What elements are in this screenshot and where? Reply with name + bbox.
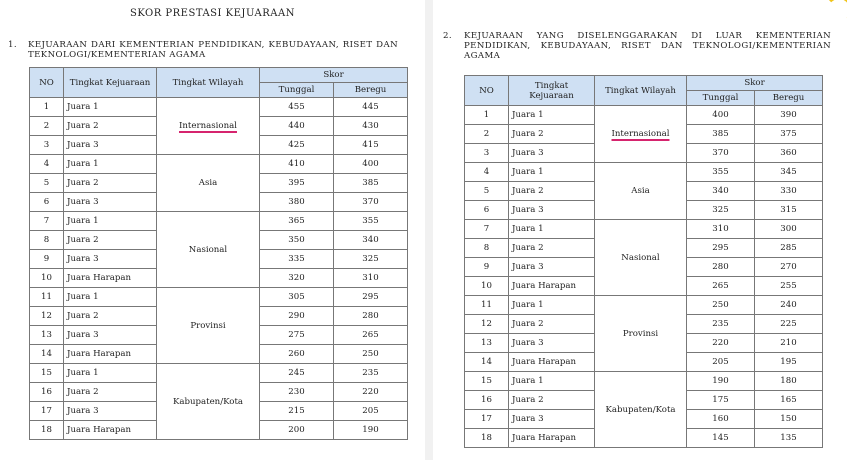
header-tingkat-kejuaraan: Tingkat Kejuaraan [64, 68, 157, 98]
row-tunggal: 310 [687, 220, 755, 239]
row-beregu: 190 [334, 421, 408, 440]
row-beregu: 400 [334, 155, 408, 174]
row-beregu: 210 [755, 334, 823, 353]
row-tunggal: 230 [260, 383, 334, 402]
table-row [30, 155, 408, 174]
row-beregu: 310 [334, 269, 408, 288]
section-title: KEJUARAAN YANG DISELENGGARAKAN DI LUAR KEMENTERIAN PENDIDIKAN, KEBUDAYAAN, RISET DAN TEKNOLOGI/KEMENTERIAN AGAMA [464, 31, 831, 61]
row-number: 18 [30, 421, 64, 440]
row-tunggal: 250 [687, 296, 755, 315]
row-number: 16 [30, 383, 64, 402]
region-cell [157, 155, 260, 212]
row-tunggal: 205 [687, 353, 755, 372]
row-beregu: 235 [334, 364, 408, 383]
row-tunggal: 455 [260, 98, 334, 117]
row-number: 3 [465, 144, 509, 163]
row-juara: Juara 2 [509, 315, 595, 334]
row-juara: Juara Harapan [509, 353, 595, 372]
row-number: 18 [465, 429, 509, 448]
table-row [30, 212, 408, 231]
row-number: 9 [30, 250, 64, 269]
row-number: 7 [465, 220, 509, 239]
row-juara: Juara 1 [64, 288, 157, 307]
row-tunggal: 235 [687, 315, 755, 334]
header-tunggal: Tunggal [687, 91, 755, 106]
page-gutter [425, 0, 433, 460]
row-tunggal: 245 [260, 364, 334, 383]
row-tunggal: 385 [687, 125, 755, 144]
row-juara: Juara 3 [64, 402, 157, 421]
region-label: Kabupaten/Kota [172, 396, 244, 407]
row-tunggal: 425 [260, 136, 334, 155]
row-tunggal: 280 [687, 258, 755, 277]
table-row [30, 98, 408, 117]
row-tunggal: 145 [687, 429, 755, 448]
row-number: 13 [465, 334, 509, 353]
row-number: 7 [30, 212, 64, 231]
header-tingkat-wilayah: Tingkat Wilayah [157, 68, 260, 98]
header-beregu: Beregu [334, 83, 408, 98]
page-title: SKOR PRESTASI KEJUARAAN [129, 8, 296, 19]
row-juara: Juara 1 [509, 372, 595, 391]
row-tunggal: 440 [260, 117, 334, 136]
row-juara: Juara 2 [64, 174, 157, 193]
table-row [465, 163, 823, 182]
region-cell [157, 98, 260, 155]
row-tunggal: 260 [260, 345, 334, 364]
row-juara: Juara 1 [64, 98, 157, 117]
row-number: 15 [465, 372, 509, 391]
region-cell [595, 372, 687, 448]
row-number: 3 [30, 136, 64, 155]
table-row [465, 296, 823, 315]
row-beregu: 150 [755, 410, 823, 429]
row-beregu: 265 [334, 326, 408, 345]
row-tunggal: 265 [687, 277, 755, 296]
row-beregu: 195 [755, 353, 823, 372]
score-table-right [464, 75, 823, 448]
row-number: 12 [30, 307, 64, 326]
row-beregu: 135 [755, 429, 823, 448]
row-beregu: 250 [334, 345, 408, 364]
row-juara: Juara 1 [64, 155, 157, 174]
table-row [465, 106, 823, 125]
row-number: 4 [30, 155, 64, 174]
header-skor: Skor [260, 68, 408, 83]
row-number: 14 [30, 345, 64, 364]
row-tunggal: 190 [687, 372, 755, 391]
table-row [465, 220, 823, 239]
row-tunggal: 200 [260, 421, 334, 440]
section-title: KEJUARAAN DARI KEMENTERIAN PENDIDIKAN, KEBUDAYAAN, RISET DAN TEKNOLOGI/KEMENTERIAN AGAMA [28, 40, 398, 60]
row-beregu: 385 [334, 174, 408, 193]
row-number: 4 [465, 163, 509, 182]
section-number: 1. [8, 40, 17, 50]
row-tunggal: 295 [687, 239, 755, 258]
region-label: Internasional [611, 129, 670, 139]
row-number: 12 [465, 315, 509, 334]
region-cell [157, 288, 260, 364]
row-tunggal: 335 [260, 250, 334, 269]
row-beregu: 370 [334, 193, 408, 212]
row-number: 8 [30, 231, 64, 250]
row-tunggal: 160 [687, 410, 755, 429]
row-number: 11 [465, 296, 509, 315]
header-no: NO [30, 68, 64, 98]
row-beregu: 315 [755, 201, 823, 220]
region-cell [595, 296, 687, 372]
section-1-heading [8, 40, 398, 60]
row-juara: Juara 3 [509, 258, 595, 277]
row-juara: Juara 2 [64, 307, 157, 326]
row-tunggal: 400 [687, 106, 755, 125]
row-tunggal: 370 [687, 144, 755, 163]
row-number: 9 [465, 258, 509, 277]
row-beregu: 355 [334, 212, 408, 231]
region-cell [595, 106, 687, 163]
row-beregu: 340 [334, 231, 408, 250]
row-beregu: 345 [755, 163, 823, 182]
row-juara: Juara Harapan [509, 429, 595, 448]
row-juara: Juara Harapan [64, 421, 157, 440]
region-label: Internasional [179, 121, 237, 131]
row-beregu: 180 [755, 372, 823, 391]
row-beregu: 205 [334, 402, 408, 421]
row-number: 17 [465, 410, 509, 429]
region-label: Nasional [621, 252, 660, 263]
region-label: Provinsi [190, 320, 226, 331]
row-juara: Juara 3 [64, 136, 157, 155]
row-juara: Juara Harapan [64, 269, 157, 288]
region-label: Asia [631, 186, 650, 196]
region-cell [595, 163, 687, 220]
row-juara: Juara Harapan [509, 277, 595, 296]
row-number: 15 [30, 364, 64, 383]
row-juara: Juara 2 [509, 182, 595, 201]
row-tunggal: 320 [260, 269, 334, 288]
row-number: 1 [30, 98, 64, 117]
row-juara: Juara 2 [509, 239, 595, 258]
header-tingkat-kejuaraan: Tingkat Kejuaraan [509, 76, 595, 106]
row-number: 11 [30, 288, 64, 307]
row-beregu: 165 [755, 391, 823, 410]
row-juara: Juara Harapan [64, 345, 157, 364]
row-number: 2 [465, 125, 509, 144]
row-beregu: 255 [755, 277, 823, 296]
row-beregu: 280 [334, 307, 408, 326]
row-juara: Juara 1 [509, 296, 595, 315]
row-beregu: 300 [755, 220, 823, 239]
score-table-left [29, 67, 408, 440]
row-juara: Juara 2 [64, 383, 157, 402]
region-label: Kabupaten/Kota [605, 404, 676, 415]
row-beregu: 225 [755, 315, 823, 334]
table-row [30, 364, 408, 383]
row-number: 16 [465, 391, 509, 410]
section-number: 2. [443, 31, 452, 41]
row-juara: Juara 2 [509, 391, 595, 410]
corner-accent-icon [825, 0, 847, 24]
row-number: 8 [465, 239, 509, 258]
row-juara: Juara 3 [64, 250, 157, 269]
row-juara: Juara 3 [64, 193, 157, 212]
row-juara: Juara 2 [64, 231, 157, 250]
row-number: 5 [465, 182, 509, 201]
row-tunggal: 410 [260, 155, 334, 174]
region-cell [157, 364, 260, 440]
region-label: Nasional [188, 244, 228, 255]
header-tunggal: Tunggal [260, 83, 334, 98]
row-number: 6 [465, 201, 509, 220]
row-juara: Juara 3 [509, 144, 595, 163]
row-number: 2 [30, 117, 64, 136]
row-tunggal: 325 [687, 201, 755, 220]
row-tunggal: 380 [260, 193, 334, 212]
table-row [465, 372, 823, 391]
region-label: Provinsi [622, 328, 659, 339]
row-juara: Juara 1 [509, 106, 595, 125]
row-juara: Juara 3 [509, 410, 595, 429]
region-cell [595, 220, 687, 296]
row-beregu: 325 [334, 250, 408, 269]
row-number: 17 [30, 402, 64, 421]
row-beregu: 330 [755, 182, 823, 201]
row-tunggal: 220 [687, 334, 755, 353]
row-tunggal: 275 [260, 326, 334, 345]
header-tingkat-wilayah: Tingkat Wilayah [595, 76, 687, 106]
row-beregu: 390 [755, 106, 823, 125]
row-juara: Juara 1 [64, 364, 157, 383]
row-juara: Juara 3 [509, 334, 595, 353]
row-beregu: 285 [755, 239, 823, 258]
row-beregu: 415 [334, 136, 408, 155]
section-2-heading [443, 31, 831, 61]
row-number: 10 [30, 269, 64, 288]
row-juara: Juara 1 [509, 163, 595, 182]
row-number: 10 [465, 277, 509, 296]
row-juara: Juara 3 [64, 326, 157, 345]
header-beregu: Beregu [755, 91, 823, 106]
row-beregu: 220 [334, 383, 408, 402]
row-number: 6 [30, 193, 64, 212]
header-no: NO [465, 76, 509, 106]
row-number: 13 [30, 326, 64, 345]
row-beregu: 270 [755, 258, 823, 277]
row-juara: Juara 1 [509, 220, 595, 239]
row-number: 5 [30, 174, 64, 193]
row-beregu: 360 [755, 144, 823, 163]
row-beregu: 375 [755, 125, 823, 144]
row-number: 1 [465, 106, 509, 125]
table-row [30, 288, 408, 307]
row-juara: Juara 2 [64, 117, 157, 136]
row-tunggal: 355 [687, 163, 755, 182]
row-beregu: 445 [334, 98, 408, 117]
row-beregu: 240 [755, 296, 823, 315]
row-tunggal: 215 [260, 402, 334, 421]
row-tunggal: 175 [687, 391, 755, 410]
row-tunggal: 365 [260, 212, 334, 231]
row-tunggal: 305 [260, 288, 334, 307]
row-beregu: 430 [334, 117, 408, 136]
row-number: 14 [465, 353, 509, 372]
row-tunggal: 350 [260, 231, 334, 250]
row-juara: Juara 2 [509, 125, 595, 144]
row-juara: Juara 3 [509, 201, 595, 220]
row-juara: Juara 1 [64, 212, 157, 231]
header-skor: Skor [687, 76, 823, 91]
region-cell [157, 212, 260, 288]
region-label: Asia [198, 178, 218, 188]
row-tunggal: 290 [260, 307, 334, 326]
row-beregu: 295 [334, 288, 408, 307]
right-page [433, 0, 847, 460]
row-tunggal: 340 [687, 182, 755, 201]
row-tunggal: 395 [260, 174, 334, 193]
